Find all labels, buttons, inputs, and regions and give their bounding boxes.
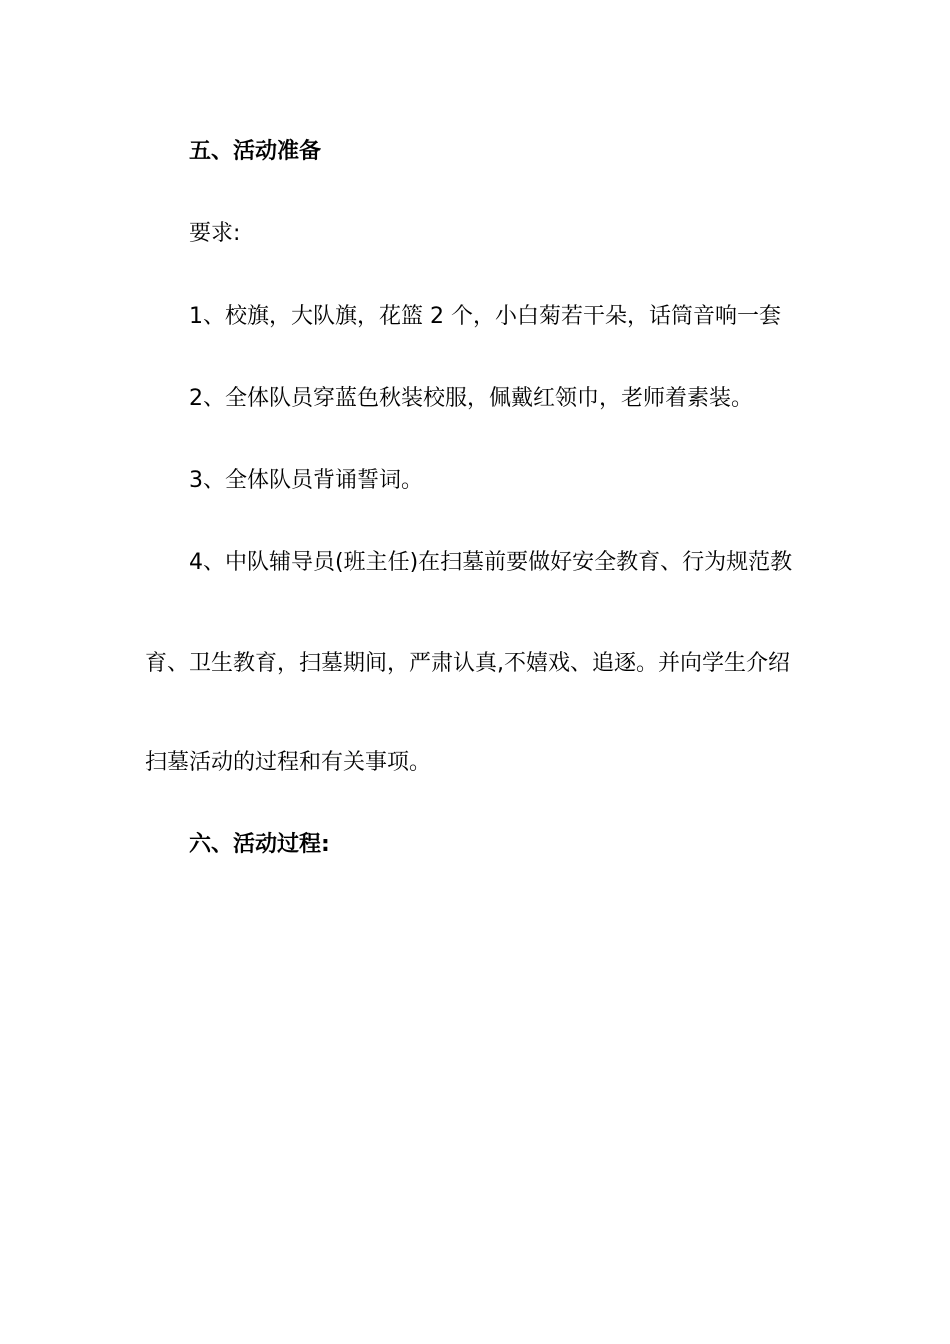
- requirement-item-4-line-3: 扫墓活动的过程和有关事项。: [145, 750, 432, 775]
- requirement-item-4-line-2: 育、卫生教育，扫墓期间，严肃认真,不嬉戏、追逐。并向学生介绍: [145, 651, 790, 676]
- requirements-label: 要求:: [189, 221, 241, 246]
- requirement-item-4-line-1: 4、中队辅导员(班主任)在扫墓前要做好安全教育、行为规范教: [189, 550, 793, 575]
- requirement-item-2: 2、全体队员穿蓝色秋装校服，佩戴红领巾，老师着素装。: [189, 386, 753, 411]
- requirement-item-1: 1、校旗，大队旗，花篮 2 个，小白菊若干朵，话筒音响一套: [189, 304, 781, 329]
- section-heading-process: 六、活动过程:: [189, 832, 330, 857]
- section-heading-preparation: 五、活动准备: [189, 139, 322, 164]
- requirement-item-3: 3、全体队员背诵誓词。: [189, 468, 423, 493]
